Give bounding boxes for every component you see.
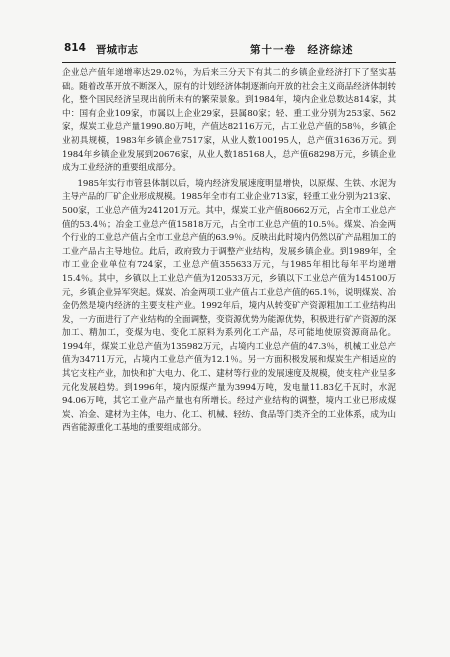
chapter-title: 第十一卷 经济综述 [250,44,354,56]
page-number: 814 [64,42,86,54]
book-title: 晋城市志 [96,44,138,56]
paragraph: 1985年实行市管县体制以后，境内经济发展速度明显增快，以原煤、生铁、水泥为主导产品的厂矿企业形成规模。1985年全市有工业企业713家，轻重工业分别为213家、500家，工业总产值为241201万元。其中，煤炭工业产值80662万元，占全市工业总产值的53.4％；冶金工业总产值15818万元，占全市工业总产值的10.5％。煤炭、冶金两个行业的工业总产值占全市工业总产值的63.9％。反映出此时境内仍然以矿产品粗加工的工业产品占主导地位。此后，政府致力于调整产业结构，发展乡镇企业。到1989年，全市工业企业单位有724家，工业总产值355633万元，与1985年相比每年平均递增15.4％。其中，乡镇以上工业总产值为120533万元，乡镇以下工业总产值为145100万元，乡镇企业异军突起。煤炭、冶金两项工业产值占工业总产值的65.1％，说明煤炭、冶金仍然是境内经济的主要支柱产业。1992年后，境内从转变矿产资源粗加工工业结构出发，一方面进行了产业结构的全面调整，变资源优势为能源优势，积极进行矿产资源的深加工、精加工，变煤为电、变化工原料为系列化工产品，尽可能地使原资源商品化。1994年，煤炭工业总产值为135982万元，占境内工业总产值的47.3％，机械工业总产值为34711万元，占境内工业总产值为12.1％。另一方面积极发展和煤炭生产相适应的其它支柱产业，加快和扩大电力、化工、建材等行业的发展速度及规模，使支柱产业呈多元化发展趋势。到1996年，境内原煤产量为3994万吨，发电量11.83亿千瓦时，水泥94.06万吨，其它工业产品产量也有所增长。经过产业结构的调整，境内工业已形成煤炭、冶金、建材为主体，电力、化工、机械、轻纺、食品等门类齐全的工业体系，成为山西省能源重化工基地的重要组成部分。 [62,178,396,434]
paragraph: 企业总产值年递增率达29.02％，为后来三分天下有其二的乡镇企业经济打下了坚实基础。随着改革开放不断深入，原有的计划经济体制逐渐向开放的社会主义商品经济体制转化，整个国民经济呈现出前所未有的繁荣景象。到1984年，境内企业总数达814家，其中：国有企业109家，市属以上企业29家，县属80家；轻、重工业分别为253家、562家，煤炭工业总产量1990.80万吨，产值达82116万元，占工业总产值的58％，乡镇企业初具规模，1983年乡镇企业7517家，从业人数100195人，总产值31636万元。到1984年乡镇企业发展到20676家，从业人数185168人，总产值68298万元，乡镇企业成为工业经济的重要组成部分。 [62,68,396,174]
header-rule [62,62,396,63]
body-text [62,67,396,436]
page-header [64,40,396,58]
